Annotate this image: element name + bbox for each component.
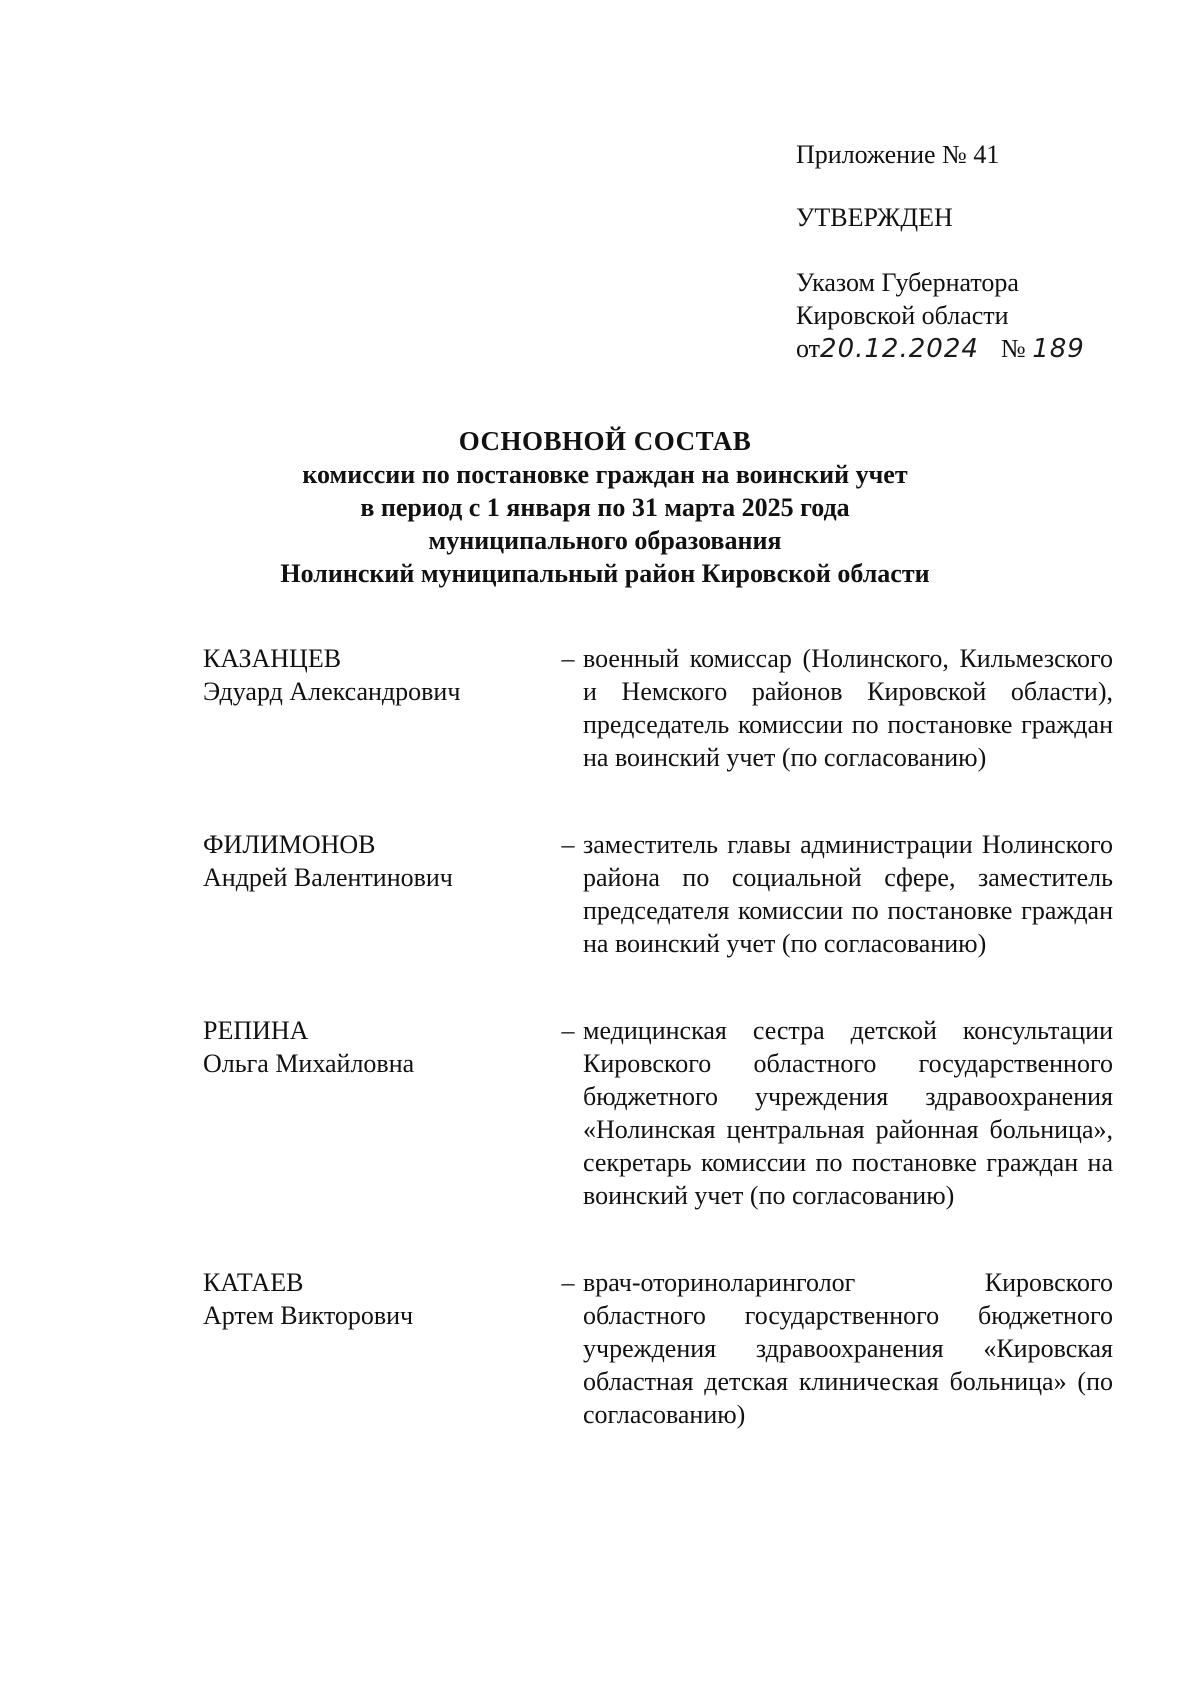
member-dash: – xyxy=(561,644,575,673)
member-role: врач-оториноларинголог Кировского областного государственного бюджетного учреждения здравоохранения «Кировская областная детская клиническая больница» (по согласованию) xyxy=(583,1268,1113,1429)
approved-by-line1: Указом Губернатора xyxy=(796,268,1019,297)
member-surname: РЕПИНА xyxy=(203,1016,309,1045)
heading-line-4: Нолинский муниципальный район Кировской области xyxy=(280,559,930,588)
member-surname: КАТАЕВ xyxy=(203,1268,304,1297)
document-heading xyxy=(240,425,970,590)
appendix-number: Приложение № 41 xyxy=(796,140,1000,169)
number-prefix: № xyxy=(1000,334,1026,363)
member-entry xyxy=(203,1014,1123,1212)
member-entry xyxy=(203,828,1123,960)
member-entry xyxy=(203,1266,1123,1431)
handwritten-date: 20.12.2024 xyxy=(820,334,979,364)
member-role: заместитель главы администрации Нолинского района по социальной сфере, заместитель председателя комиссии по постановке граждан на воинский учет (по согласованию) xyxy=(583,830,1113,958)
approval-block xyxy=(796,138,1156,366)
member-surname: ФИЛИМОНОВ xyxy=(203,830,376,859)
approved-by-line2: Кировской области xyxy=(796,301,1009,330)
member-name xyxy=(203,1014,553,1212)
member-dash: – xyxy=(561,1016,575,1045)
member-name xyxy=(203,1266,553,1431)
member-name xyxy=(203,642,553,774)
heading-line-3: муниципального образования xyxy=(428,526,782,555)
member-given-names: Артем Викторович xyxy=(203,1301,414,1330)
member-entry xyxy=(203,642,1123,774)
handwritten-number: 189 xyxy=(1032,334,1085,364)
date-prefix: от xyxy=(796,334,821,363)
member-dash: – xyxy=(561,830,575,859)
member-role: военный комиссар (Нолинского, Кильмезского и Немского районов Кировской области), председатель комиссии по постановке граждан на воинский учет (по согласованию) xyxy=(583,644,1113,772)
member-surname: КАЗАНЦЕВ xyxy=(203,644,342,673)
member-name xyxy=(203,828,553,960)
member-role: медицинская сестра детской консультации Кировского областного государственного бюджетного учреждения здравоохранения «Нолинская центральная районная больница», секретарь комиссии по постановке граждан на воинский учет (по согласованию) xyxy=(583,1016,1113,1210)
member-given-names: Андрей Валентинович xyxy=(203,863,453,892)
heading-line-1: комиссии по постановке граждан на воинский учет xyxy=(302,460,908,489)
member-given-names: Эдуард Александрович xyxy=(203,677,461,706)
member-list xyxy=(203,642,1123,1431)
approved-label: УТВЕРЖДЕН xyxy=(796,203,953,232)
heading-line-2: в период с 1 января по 31 марта 2025 года xyxy=(360,493,850,522)
member-given-names: Ольга Михайловна xyxy=(203,1049,415,1078)
document-title: ОСНОВНОЙ СОСТАВ xyxy=(458,426,752,456)
approval-date-line xyxy=(796,332,1156,366)
member-dash: – xyxy=(561,1268,575,1297)
